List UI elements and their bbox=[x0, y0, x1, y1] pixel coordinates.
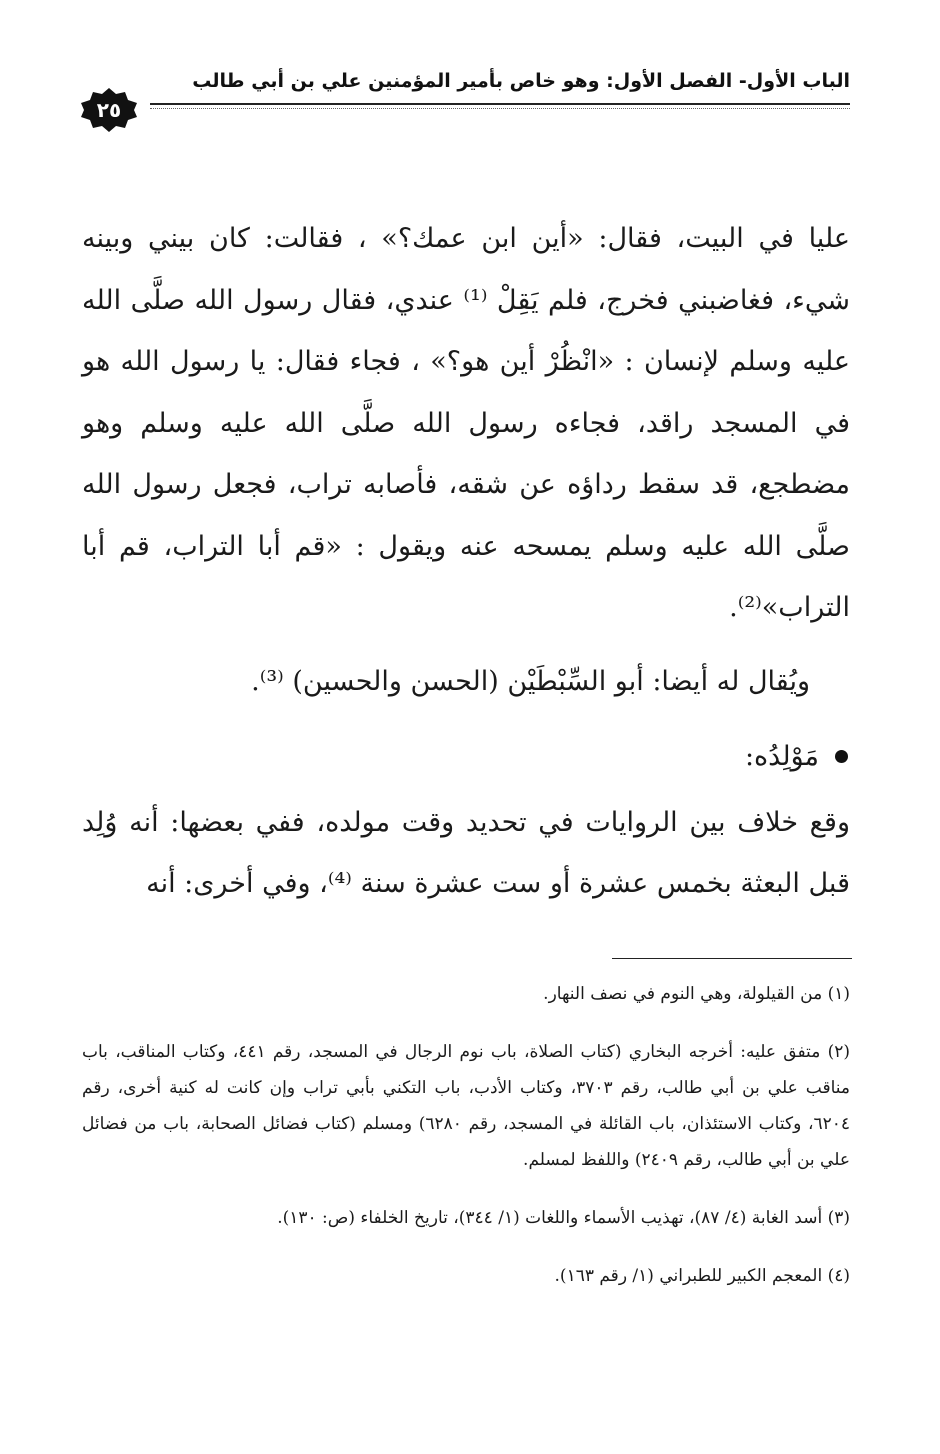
birth-paragraph: وقع خلاف بين الروايات في تحديد وقت مولده، ففي بعضها: أنه وُلِد قبل البعثة بخمس عشرة أو ست عشرة سنة ⁽⁴⁾، وفي أخرى: أنه bbox=[82, 806, 850, 899]
section-heading-label: مَوْلِدُه: bbox=[744, 741, 819, 772]
running-title: الباب الأول- الفصل الأول: وهو خاص بأمير المؤمنين علي بن أبي طالب bbox=[192, 70, 850, 92]
footnote-3: (٣) أسد الغابة (٤/ ٨٧)، تهذيب الأسماء واللغات (١/ ٣٤٤)، تاريخ الخلفاء (ص: ١٣٠). bbox=[277, 1208, 850, 1228]
footnote-4: (٤) المعجم الكبير للطبراني (١/ رقم ١٦٣). bbox=[554, 1266, 850, 1286]
section-heading bbox=[82, 726, 850, 788]
footnote-2: (٢) متفق عليه: أخرجه البخاري (كتاب الصلاة، باب نوم الرجال في المسجد، رقم ٤٤١، وكتاب المناقب، باب مناقب علي بن أبي طالب، رقم ٣٧٠٣، وكتاب الأدب، باب التكني بأبي تراب وإن كانت له كنية أخرى، رقم ٦٢٠٤، وكتاب الاستئذان، باب القائلة في المسجد، رقم ٦٢٨٠) ومسلم (كتاب فضائل الصحابة، باب من فضائل علي بن أبي طالب، رقم ٢٤٠٩) واللفظ لمسلم. bbox=[82, 1042, 851, 1170]
main-text bbox=[82, 208, 850, 915]
page-number: ٢٥ bbox=[96, 98, 122, 122]
footnote-1: (١) من القيلولة، وهي النوم في نصف النهار. bbox=[543, 984, 850, 1004]
header-rule bbox=[150, 103, 850, 109]
footnotes bbox=[82, 976, 850, 1316]
kunya-line: ويُقال له أيضا: أبو السِّبْطَيْن (الحسن والحسين) ⁽³⁾. bbox=[251, 665, 810, 697]
ornamental-badge-icon bbox=[78, 86, 140, 134]
bullet-icon bbox=[835, 750, 848, 763]
footnote-separator bbox=[612, 958, 852, 959]
intro-paragraph: عليا في البيت، فقال: «أين ابن عمك؟» ، فقالت: كان بيني وبينه شيء، فغاضبني فخرج، فلم يَقِلْ ⁽¹⁾ عندي، فقال رسول الله صلَّى الله عليه وسلم لإنسان : «انْظُرْ أين هو؟» ، فجاء فقال: يا رسول الله هو في المسجد راقد، فجاءه رسول الله صلَّى الله عليه وسلم وهو مضطجع، قد سقط رداؤه عن شقه، فأصابه تراب، فجعل رسول الله صلَّى الله عليه وسلم يمسحه عنه ويقول : «قم أبا التراب، قم أبا التراب»⁽²⁾. bbox=[82, 223, 850, 623]
